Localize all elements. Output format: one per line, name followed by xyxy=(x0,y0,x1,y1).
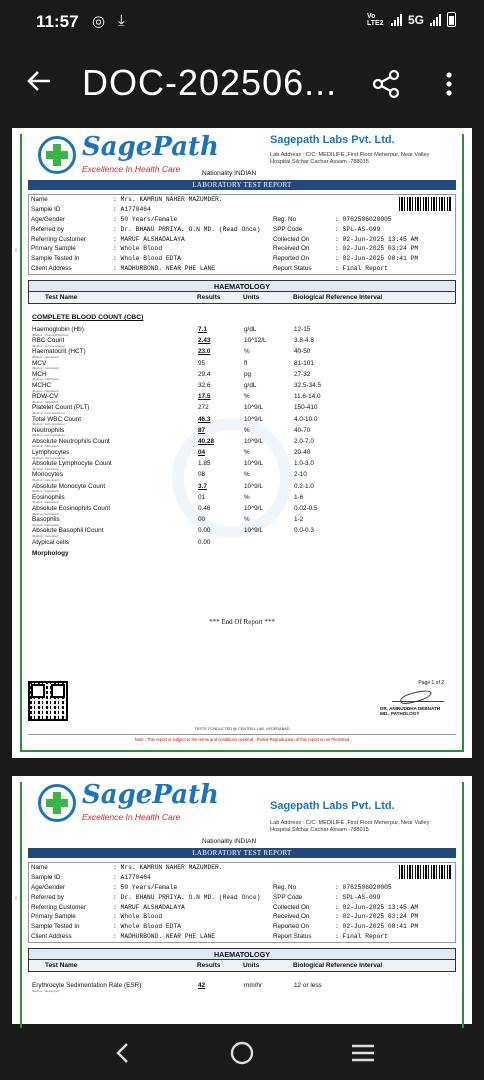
test-name: MCV xyxy=(32,359,47,367)
patient-info-row xyxy=(29,863,455,873)
test-row xyxy=(32,982,452,993)
test-name: Absolute Basophil lCount xyxy=(32,527,104,535)
test-row xyxy=(32,539,452,550)
info-label: Primary Sample xyxy=(31,245,76,253)
cbc-group-title: COMPLETE BLOOD COUNT (CBC) xyxy=(32,314,144,321)
report-title: LABORATORY TEST REPORT xyxy=(28,180,456,190)
info-value: : 50 Years/Female xyxy=(113,215,178,223)
test-row xyxy=(32,449,452,460)
test-unit: % xyxy=(244,449,250,457)
test-unit: fl xyxy=(244,359,248,367)
patient-info-row xyxy=(29,873,455,883)
patient-info-row xyxy=(29,254,455,264)
test-unit: % xyxy=(244,493,250,501)
test-result: 7.1 xyxy=(198,326,207,333)
test-row xyxy=(32,337,452,348)
test-row xyxy=(32,460,452,471)
test-name: MCHC xyxy=(32,381,52,389)
col-results: Results xyxy=(197,294,221,301)
info-label: Received On xyxy=(273,245,310,253)
test-row xyxy=(32,471,452,482)
test-method: (Method : Calculated) xyxy=(32,354,59,359)
patient-info-row xyxy=(29,244,455,254)
info-value: : MARUF ALSHADALAYA xyxy=(113,235,185,243)
test-name: Haemoglobin (Hb) xyxy=(32,326,84,333)
end-of-report: *** End Of Report *** xyxy=(209,618,275,626)
back-arrow-icon[interactable] xyxy=(22,66,56,100)
info-label: Reg. No xyxy=(273,215,297,223)
test-list xyxy=(32,326,452,561)
test-reference: 1-6 xyxy=(294,493,304,501)
test-result: 01 xyxy=(198,493,206,501)
info-value: : Mrs. KAMRUN NAHER MAZUMDER. xyxy=(113,864,223,871)
info-label: Reg. No xyxy=(273,883,297,891)
test-result: 04 xyxy=(198,449,206,457)
patient-info-row xyxy=(29,922,455,932)
test-reference: 40-70 xyxy=(294,426,311,434)
test-unit: g/dL xyxy=(244,326,257,333)
test-method: (Method : Cell Impedance) xyxy=(32,433,65,438)
info-value: : A1770464 xyxy=(113,205,151,213)
test-reference: 2.0-7.0 xyxy=(294,437,314,445)
column-headers xyxy=(29,292,455,303)
test-method: (Method : Calculated) xyxy=(32,511,59,516)
info-label: Name xyxy=(31,864,48,871)
info-label: Reported On xyxy=(273,255,310,263)
test-name: RBC Count xyxy=(32,337,65,345)
info-label: Sample Tested In xyxy=(31,923,80,931)
test-result: 23.0 xyxy=(198,348,211,356)
test-name: Haematocrit (HCT) xyxy=(32,348,86,356)
test-method: (Method : Westergren) xyxy=(32,988,60,993)
test-row xyxy=(32,527,452,538)
info-value: : Final Report xyxy=(335,265,388,273)
test-reference: 1-2 xyxy=(294,516,304,524)
info-value: : SPL-AS-099 xyxy=(335,225,381,233)
patient-info-row xyxy=(29,264,455,274)
info-label: Referring Customer xyxy=(31,903,86,911)
footer-note: Note : This report is subject to the terms and conditions overleaf . Partial Reproduction of this report is not Permitted xyxy=(28,734,456,742)
test-unit: 10^9/L xyxy=(244,415,263,423)
test-row xyxy=(32,516,452,527)
test-method: (Method : Cell Impedance) xyxy=(32,422,65,427)
nav-recents-icon[interactable] xyxy=(348,1038,378,1068)
test-row xyxy=(32,438,452,449)
signal-icon-1 xyxy=(391,14,402,26)
test-row xyxy=(32,404,452,415)
info-label: Sample Tested In xyxy=(31,255,80,263)
test-row xyxy=(32,483,452,494)
info-label: Age/Gender xyxy=(31,215,65,223)
patient-info-row xyxy=(29,215,455,225)
test-method: (Method : Calculated) xyxy=(32,399,59,404)
download-done-icon: ⤓ xyxy=(118,12,125,29)
test-reference: 12 or less xyxy=(294,982,322,989)
more-options-icon[interactable] xyxy=(440,68,458,100)
col-reference: Biological Reference Interval xyxy=(293,962,383,969)
info-value: : MARUF ALSHADALAYA xyxy=(113,903,185,911)
test-method: (Method : Calculated) xyxy=(32,444,59,449)
test-name: Platelet Count (PLT) xyxy=(32,404,90,412)
info-label: Referred by xyxy=(31,225,64,233)
info-label: Collected On xyxy=(273,903,310,911)
info-label: Report Status xyxy=(273,265,312,273)
test-unit: % xyxy=(244,516,250,524)
test-unit: 10^9/L xyxy=(244,404,263,412)
test-method: (Method : Cell Impedance) xyxy=(32,343,65,348)
test-unit: 10^9/L xyxy=(244,460,263,468)
test-name: Lymphocytes xyxy=(32,449,70,457)
col-test-name: Test Name xyxy=(45,962,78,969)
patient-info-row xyxy=(29,903,455,913)
test-result: 0.00 xyxy=(198,538,211,546)
signatory: DR. ANIRUDDHA DEBNATH xyxy=(380,706,441,711)
info-label: Received On xyxy=(273,913,310,921)
volte-label: Vo LTE2 xyxy=(366,12,384,27)
test-method: (Method : Calculated) xyxy=(32,466,59,471)
info-value: : 0762506020005 xyxy=(335,215,392,223)
info-value: : Final Report xyxy=(335,933,388,941)
test-result: 08 xyxy=(198,471,206,479)
nav-home-icon[interactable] xyxy=(227,1038,257,1068)
info-value: : 0762506020005 xyxy=(335,883,392,891)
test-reference: 40-50 xyxy=(294,348,311,356)
test-result: 1.85 xyxy=(198,460,211,468)
medical-cross-icon xyxy=(38,136,76,174)
test-method: (Method : Calculated) xyxy=(32,489,59,494)
test-reference: 0.0-0.3 xyxy=(294,527,314,535)
test-name: Morphology xyxy=(32,549,69,557)
test-row xyxy=(32,416,452,427)
test-method: (Method : Cell Impedance) xyxy=(32,455,65,460)
patient-info-row xyxy=(29,195,455,205)
test-name: Total WBC Count xyxy=(32,415,82,423)
test-row xyxy=(32,427,452,438)
test-result: 00 xyxy=(198,516,206,524)
test-reference: 27-32 xyxy=(294,370,311,378)
logo-tagline: Excellence In Health Care xyxy=(82,164,181,174)
test-reference: 12-15 xyxy=(294,326,311,333)
test-reference: 2-10 xyxy=(294,471,307,479)
col-reference: Biological Reference Interval xyxy=(293,294,383,301)
test-method: (Method : Calculated) xyxy=(32,388,59,393)
test-method: (Method : Calculated) xyxy=(32,377,59,382)
test-unit: % xyxy=(244,426,250,434)
tests-conducted: TESTS CONDUCTED @ CENTRAL LAB, HYDERABAD xyxy=(194,727,290,731)
info-label: Report Status xyxy=(273,933,312,941)
info-label: Client Address xyxy=(31,265,72,273)
col-test-name: Test Name xyxy=(45,294,78,301)
test-name: Basophils xyxy=(32,516,60,524)
medical-cross-icon xyxy=(38,784,76,822)
info-value: : 02-Jun-2025 03:24 PM xyxy=(335,913,419,921)
nationality: Nationality INDIAN xyxy=(202,170,257,177)
test-reference: 3.8-4.8 xyxy=(294,337,314,345)
info-label: Sample ID xyxy=(31,205,61,213)
battery-icon xyxy=(447,12,456,27)
col-results: Results xyxy=(197,962,221,969)
info-value: : Whole Blood xyxy=(113,245,163,253)
test-reference: 1.0-3.0 xyxy=(294,460,314,468)
test-name: Absolute Eosinophils Count xyxy=(32,505,111,512)
col-units: Units xyxy=(243,962,260,969)
qr-code xyxy=(28,681,68,721)
info-label: Referring Customer xyxy=(31,235,86,243)
navigation-bar xyxy=(0,1028,484,1080)
signatory-title: MD., PATHOLOGY xyxy=(380,711,420,716)
side-mark: SP xyxy=(14,248,18,253)
test-reference: 4.0-10.0 xyxy=(294,415,318,423)
test-row xyxy=(32,360,452,371)
info-label: SPP Code xyxy=(273,225,303,233)
test-method: (Method : Calculated) xyxy=(32,533,59,538)
info-value: : 02-Jun-2025 08:41 PM xyxy=(335,923,419,931)
lab-name: Sagepath Labs Pvt. Ltd. xyxy=(270,800,395,812)
test-name: Atypical cells xyxy=(32,538,69,546)
test-result: 3.7 xyxy=(198,482,207,490)
lab-address: Lab Address : C/C: MEDILIFE ,First Floor Meherpur, Near Valley Hospital,Silchar Cachar Assam -788015 xyxy=(270,152,430,165)
test-row xyxy=(32,550,452,561)
status-bar xyxy=(0,0,484,44)
whatsapp-icon: ◎ xyxy=(92,13,106,30)
signal-icon-2 xyxy=(430,14,441,26)
test-method: (Method : Calculated) xyxy=(32,500,59,505)
network-label: 5G xyxy=(407,12,424,27)
test-name: Eosinophils xyxy=(32,493,65,501)
info-label: Client Address xyxy=(31,933,72,941)
patient-info-row xyxy=(29,225,455,235)
info-value: : Dr. BHANU PRRIYA. O.N MD. (Read Once) xyxy=(113,893,261,901)
test-unit: 10^9/L xyxy=(244,505,263,512)
patient-info-row xyxy=(29,912,455,922)
test-row xyxy=(32,382,452,393)
signatory-name xyxy=(380,706,450,716)
section-title: HAEMATOLOGY xyxy=(29,281,455,292)
info-label: Reported On xyxy=(273,923,310,931)
test-method: (Method : Calculated) xyxy=(32,522,59,527)
info-value: : 02-Jun-2025 13:45 AM xyxy=(335,235,419,243)
test-result: 0.46 xyxy=(198,505,211,512)
haematology-section-header xyxy=(28,948,456,972)
test-result: 42 xyxy=(198,982,206,989)
signature xyxy=(392,688,444,702)
info-value: : Whole Blood xyxy=(113,913,163,921)
info-label: Sample ID xyxy=(31,873,61,881)
test-name: Neutrophils xyxy=(32,426,65,434)
info-value: : Whole Blood EDTA xyxy=(113,923,182,931)
info-value: : Dr. BHANU PRRIYA. O.N MD. (Read Once) xyxy=(113,225,261,233)
test-row xyxy=(32,393,452,404)
sagepath-logo xyxy=(36,782,236,826)
app-bar xyxy=(0,44,484,126)
patient-info-row xyxy=(29,932,455,942)
info-value: : 02-Jun-2025 08:41 PM xyxy=(335,255,419,263)
test-unit: g/dL xyxy=(244,381,257,389)
test-name: Absolute Lymphocyte Count xyxy=(32,460,112,468)
test-row xyxy=(32,348,452,359)
patient-info-row xyxy=(29,893,455,903)
test-method: (Method : Cyanmeth/Method) xyxy=(32,332,69,337)
logo-name: SagePath xyxy=(82,132,219,162)
test-reference: 32.5-34.5 xyxy=(294,381,322,389)
haematology-section-header xyxy=(28,280,456,304)
document-title: DOC-202506... xyxy=(82,62,338,103)
lab-address: Lab Address : C/C: MEDILIFE ,First Floor Meherpur, Near Valley Hospital,Silchar Cachar Assam -788015 xyxy=(270,820,430,833)
test-unit: mm/hr xyxy=(244,982,263,989)
test-results xyxy=(32,982,452,993)
test-result: 29.4 xyxy=(198,370,211,378)
patient-info-row xyxy=(29,205,455,215)
patient-info-table xyxy=(28,194,456,275)
test-method: (Method : Calculated) xyxy=(32,478,59,483)
test-row xyxy=(32,326,452,337)
section-title: HAEMATOLOGY xyxy=(29,949,455,960)
test-results xyxy=(32,314,452,561)
status-time: 11:57 xyxy=(36,12,79,31)
share-icon[interactable] xyxy=(370,68,402,100)
lab-name: Sagepath Labs Pvt. Ltd. xyxy=(270,134,395,146)
report-title: LABORATORY TEST REPORT xyxy=(28,848,456,858)
test-row xyxy=(32,371,452,382)
column-headers xyxy=(29,960,455,971)
test-name: MCH xyxy=(32,370,47,378)
info-value: : SPL-AS-099 xyxy=(335,893,381,901)
info-value: : 02-Jun-2025 03:24 PM xyxy=(335,245,419,253)
test-reference: 11.6-14.0 xyxy=(294,393,321,401)
test-name: Absolute Monocyte Count xyxy=(32,482,106,490)
test-row xyxy=(32,494,452,505)
patient-info-row xyxy=(29,883,455,893)
test-result: 95 xyxy=(198,359,206,367)
info-value: : 02-Jun-2025 13:45 AM xyxy=(335,903,419,911)
test-unit: % xyxy=(244,393,250,401)
info-value: : 50 Years/Female xyxy=(113,883,178,891)
page-number: Page 1 of 2 xyxy=(418,680,444,686)
test-name: Erythrocyte Sedimentation Rate (ESR) xyxy=(32,982,142,989)
test-unit: 10^12/L xyxy=(244,337,267,345)
test-reference: 0.2-1.0 xyxy=(294,482,314,490)
test-name: Monocytes xyxy=(32,471,63,479)
test-unit: 10^9/L xyxy=(244,527,263,535)
logo-tagline: Excellence In Health Care xyxy=(82,812,181,822)
info-label: SPP Code xyxy=(273,893,303,901)
test-unit: % xyxy=(244,348,250,356)
info-label: Referred by xyxy=(31,893,64,901)
test-unit: 10^9/L xyxy=(244,482,263,490)
col-units: Units xyxy=(243,294,260,301)
info-value: : Mrs. KAMRUN NAHER MAZUMDER. xyxy=(113,196,223,203)
document-page-2 xyxy=(12,776,472,1024)
test-list xyxy=(32,982,452,993)
test-method: (Method : Calculated) xyxy=(32,366,59,371)
test-result: 87 xyxy=(198,426,206,434)
patient-info-row xyxy=(29,235,455,245)
test-name: Absolute Neutrophils Count xyxy=(32,437,110,445)
test-result: 0.00 xyxy=(198,527,211,535)
test-result: 32.6 xyxy=(198,381,211,389)
info-value: : A1770464 xyxy=(113,873,151,881)
info-value: : MADHURBOND. NEAR PHE LANE xyxy=(113,265,216,273)
info-label: Collected On xyxy=(273,235,310,243)
nationality: Nationality INDIAN xyxy=(202,838,257,845)
test-unit: pg xyxy=(244,370,252,378)
test-reference: 150-410 xyxy=(294,404,318,412)
logo-name: SagePath xyxy=(82,780,219,810)
info-label: Primary Sample xyxy=(31,913,76,921)
test-reference: 81-101 xyxy=(294,359,314,367)
info-value: : Whole Blood EDTA xyxy=(113,255,182,263)
test-name: RDW-CV xyxy=(32,393,59,401)
test-result: 2.43 xyxy=(198,337,211,345)
test-unit: 10^9/L xyxy=(244,437,263,445)
test-reference: 20-40 xyxy=(294,449,311,457)
status-right xyxy=(367,12,456,27)
test-result: 272 xyxy=(198,404,209,412)
document-page-1 xyxy=(12,128,472,758)
test-method: (Method : Cell Impedance) xyxy=(32,410,65,415)
nav-back-icon[interactable] xyxy=(108,1038,138,1068)
patient-info-table xyxy=(28,862,456,943)
test-reference: 0.02-0.5 xyxy=(294,505,318,512)
info-label: Age/Gender xyxy=(31,883,65,891)
test-result: 46.3 xyxy=(198,415,211,423)
side-mark: SP xyxy=(14,896,18,901)
info-value: : MADHURBOND. NEAR PHE LANE xyxy=(113,933,216,941)
info-label: Name xyxy=(31,196,48,203)
test-row xyxy=(32,505,452,516)
test-result: 40.28 xyxy=(198,437,214,445)
test-result: 17.5 xyxy=(198,393,211,401)
test-unit: % xyxy=(244,471,250,479)
